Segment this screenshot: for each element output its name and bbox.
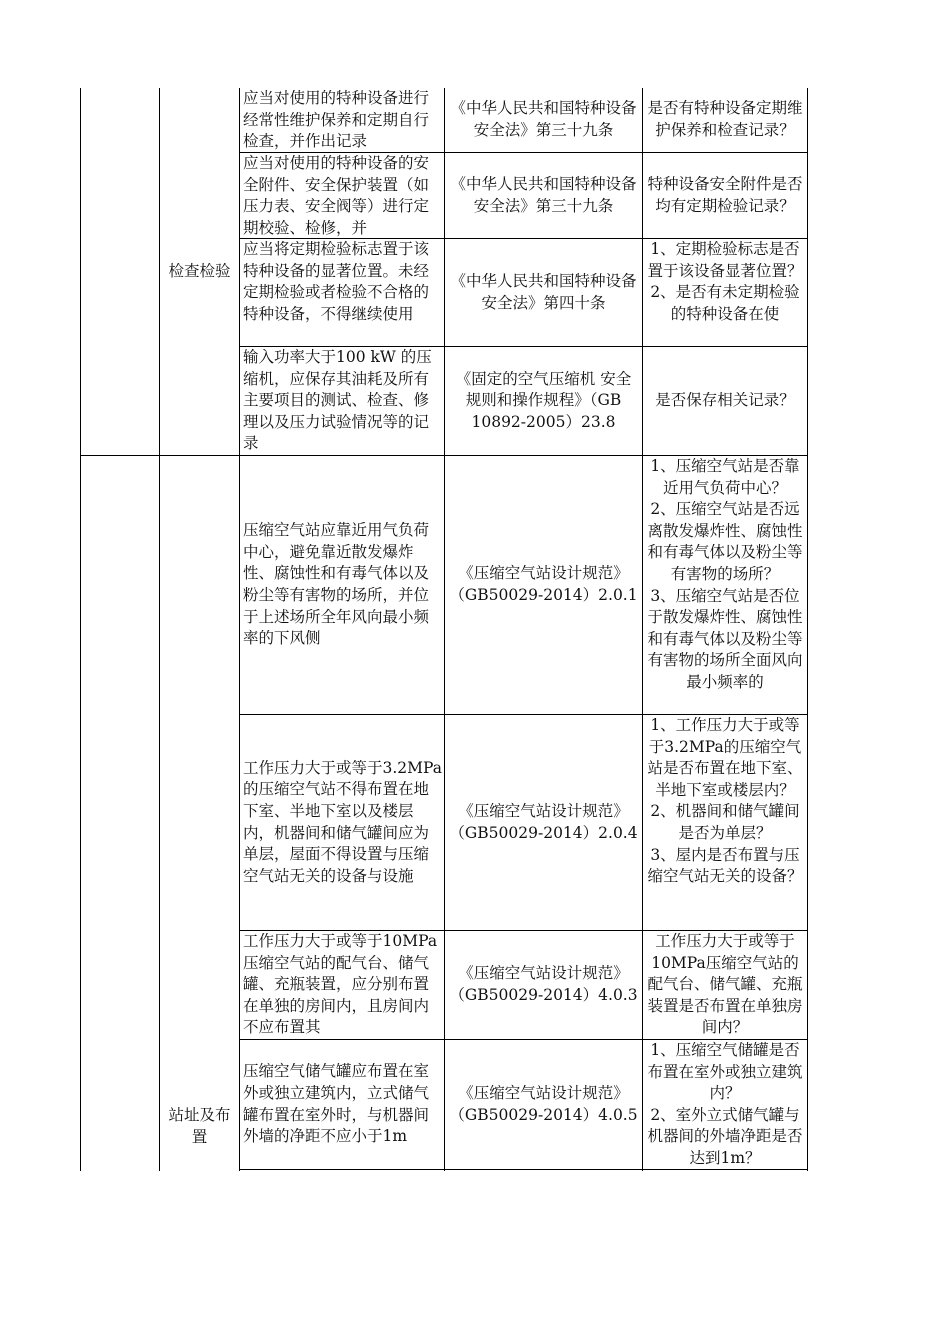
requirement-cell: 工作压力大于或等于10MPa压缩空气站的配气台、储气罐、充瓶装置，应分别布置在单独的房间内，且房间内不应布置其 bbox=[243, 932, 438, 1037]
check-cell: 工作压力大于或等于10MPa压缩空气站的配气台、储气罐、充瓶装置是否布置在单独房间内？ bbox=[647, 932, 803, 1037]
basis-cell: 《压缩空气站设计规范》（GB50029-2014）2.0.4 bbox=[449, 801, 638, 842]
basis-cell: 《中华人民共和国特种设备安全法》第四十条 bbox=[450, 271, 637, 312]
basis-cell: 《中华人民共和国特种设备安全法》第三十九条 bbox=[450, 174, 637, 215]
requirement-cell: 压缩空气站应靠近用气负荷中心，避免靠近散发爆炸性、腐蚀性和有毒气体以及粉尘等有害物的场所，并位于上述场所全年风向最小频率的下风侧 bbox=[243, 521, 430, 648]
requirement-cell: 输入功率大于100 kW 的压缩机，应保存其油耗及所有主要项目的测试、检查、修理以及压力试验情况等的记录 bbox=[243, 348, 432, 453]
check-cell: 1、工作压力大于或等于3.2MPa的压缩空气站是否布置在地下室、半地下室或楼层内？ 2、机器间和储气罐间是否为单层？ 3、屋内是否布置与压缩空气站无关的设备？ bbox=[647, 716, 803, 886]
requirement-cell: 压缩空气储气罐应布置在室外或独立建筑内，立式储气罐布置在室外时，与机器间外墙的净距不应小于1m bbox=[243, 1062, 430, 1146]
check-cell: 特种设备安全附件是否均有定期检验记录？ bbox=[647, 174, 803, 215]
basis-cell: 《中华人民共和国特种设备安全法》第三十九条 bbox=[450, 99, 637, 139]
basis-cell: 《压缩空气站设计规范》（GB50029-2014）4.0.3 bbox=[449, 964, 638, 1004]
requirement-cell: 应当对使用的特种设备的安全附件、安全保护装置（如压力表、安全阀等）进行定期校验、检修，并 bbox=[243, 154, 430, 237]
requirement-cell: 应当对使用的特种设备进行经常性维护保养和定期自行检查，并作出记录 bbox=[243, 89, 430, 151]
requirement-cell: 工作压力大于或等于3.2MPa的压缩空气站不得布置在地下室、半地下室以及楼层内，机器间和储气罐间应为单层，屋面不得设置与压缩空气站无关的设备与设施 bbox=[243, 758, 442, 885]
category-border-left bbox=[159, 88, 160, 1171]
table-border-right bbox=[807, 88, 808, 1171]
check-cell: 是否保存相关记录？ bbox=[655, 391, 795, 410]
check-cell: 是否有特种设备定期维护保养和检查记录？ bbox=[647, 99, 803, 139]
table-border-left bbox=[80, 88, 81, 1171]
category-cell: 检查检验 bbox=[168, 262, 231, 281]
requirement-cell: 应当将定期检验标志置于该特种设备的显著位置。未经定期检验或者检验不合格的特种设备，不得继续使用 bbox=[243, 240, 430, 323]
check-cell: 1、定期检验标志是否置于该设备显著位置？ 2、是否有未定期检验的特种设备在使 bbox=[647, 240, 803, 323]
basis-cell: 《固定的空气压缩机 安全规则和操作规程》（GB 10892-2005）23.8 bbox=[455, 369, 632, 431]
basis-cell: 《压缩空气站设计规范》（GB50029-2014）4.0.5 bbox=[449, 1083, 638, 1124]
table-border-bottom bbox=[239, 1169, 808, 1170]
basis-cell: 《压缩空气站设计规范》（GB50029-2014）2.0.1 bbox=[449, 564, 638, 604]
check-cell: 1、压缩空气储罐是否布置在室外或独立建筑内？ 2、室外立式储气罐与机器间的外墙净距是否达到1m？ bbox=[647, 1041, 803, 1167]
check-cell: 1、压缩空气站是否靠近用气负荷中心？ 2、压缩空气站是否远离散发爆炸性、腐蚀性和有毒气体以及粉尘等有害物的场所？ 3、压缩空气站是否位于散发爆炸性、腐蚀性和有毒气体以及粉尘等有害物的场所全面风向最小频率的 bbox=[647, 457, 803, 691]
category-cell: 站址及布置 bbox=[168, 1106, 231, 1146]
